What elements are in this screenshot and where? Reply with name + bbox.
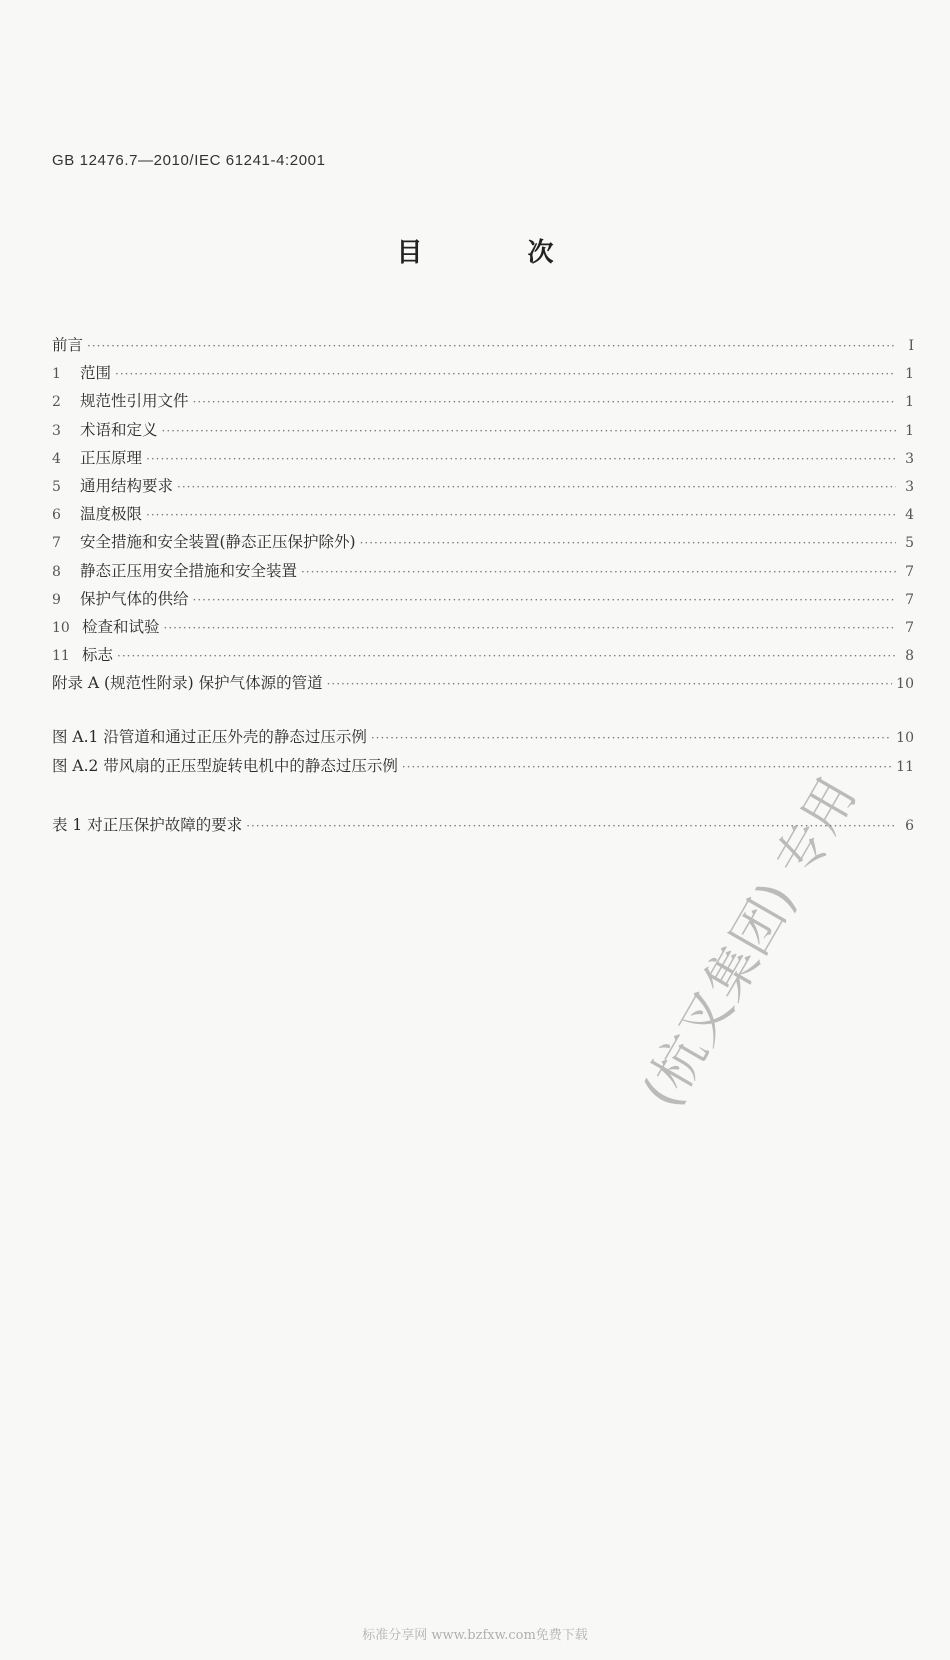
toc-entry-label: 检查和试验	[82, 617, 160, 636]
toc-entry-page: 11	[896, 758, 914, 775]
toc-entry-label: 正压原理	[80, 448, 143, 467]
dot-leader	[162, 424, 896, 438]
page-title: 目 次	[396, 238, 602, 268]
dot-leader	[327, 677, 893, 691]
toc-entry-3[interactable]	[52, 418, 914, 446]
toc-entry-label: 前言	[52, 336, 84, 354]
toc-entry-page: 10	[896, 730, 914, 747]
dot-leader	[146, 508, 896, 522]
toc-entry-number: 4	[52, 450, 61, 467]
toc-entry-number: 5	[52, 478, 61, 495]
toc-entry-page: 5	[905, 535, 914, 552]
dot-leader	[115, 367, 896, 381]
toc-entry-8[interactable]	[52, 559, 914, 587]
toc-entry-number: 11	[52, 648, 70, 665]
toc-entry-5[interactable]	[52, 474, 914, 502]
ownership-stamp: (杭叉集团) 专用	[631, 767, 869, 1118]
toc-entry-number: 1	[52, 366, 61, 383]
toc-entry-number: 2	[52, 394, 61, 411]
toc-entry-page: 1	[905, 366, 914, 383]
dot-leader	[371, 731, 892, 745]
toc-entry-page: 1	[905, 422, 914, 439]
toc-entry-label: 安全措施和安全装置(静态正压保护除外)	[80, 533, 356, 552]
toc-entry-number: 8	[52, 563, 61, 580]
dot-leader	[146, 452, 896, 466]
toc-entry-label: 规范性引用文件	[80, 392, 189, 411]
toc-entry-label: 范围	[80, 364, 112, 383]
dot-leader	[360, 536, 896, 550]
toc-entry-label: 图 A.2 带风扇的正压型旋转电机中的静态过压示例	[52, 756, 398, 775]
toc-figure-a1[interactable]	[52, 725, 914, 753]
toc-entry-number: 10	[52, 619, 70, 636]
dot-leader	[193, 593, 896, 607]
dot-leader	[117, 649, 896, 663]
standard-number: GB 12476.7—2010/IEC 61241-4:2001	[52, 152, 326, 169]
toc-entry-page: 6	[905, 817, 914, 834]
toc-entry-label: 术语和定义	[80, 420, 158, 439]
toc-entry-page: 7	[905, 563, 914, 580]
dot-leader	[87, 339, 896, 353]
toc-entry-page: 3	[905, 450, 914, 467]
toc-entry-page: 7	[905, 591, 914, 608]
toc-entry-page: 4	[905, 507, 914, 524]
toc-entry-label: 表 1 对正压保护故障的要求	[52, 815, 243, 834]
toc-entry-number: 6	[52, 507, 61, 524]
footer-watermark: 标准分享网 www.bzfxw.com免费下载	[362, 1628, 588, 1643]
dot-leader	[301, 565, 896, 579]
toc-entry-page: 7	[905, 619, 914, 636]
toc-entry-number: 3	[52, 422, 61, 439]
toc-entry-number: 9	[52, 591, 61, 608]
toc-entry-4[interactable]	[52, 446, 914, 474]
toc-entry-label: 标志	[82, 646, 114, 665]
toc-entry-11[interactable]	[52, 643, 914, 671]
toc-entry-annex-a[interactable]	[52, 671, 914, 699]
dot-leader	[177, 480, 896, 494]
toc-entry-page: 10	[896, 676, 914, 693]
toc-entry-9[interactable]	[52, 587, 914, 615]
toc-entry-label: 保护气体的供给	[80, 589, 189, 608]
dot-leader	[193, 395, 896, 409]
toc-entry-10[interactable]	[52, 615, 914, 643]
toc-entry-page: Ⅰ	[908, 338, 914, 354]
toc-entry-2[interactable]	[52, 389, 914, 417]
toc-entry-6[interactable]	[52, 502, 914, 530]
dot-leader	[164, 621, 896, 635]
toc-entry-1[interactable]	[52, 361, 914, 389]
toc-entry-label: 图 A.1 沿管道和通过正压外壳的静态过压示例	[52, 728, 367, 747]
toc-entry-number: 7	[52, 535, 61, 552]
toc-entry-label: 通用结构要求	[80, 476, 174, 495]
toc-entry-page: 1	[905, 394, 914, 411]
toc-entry-7[interactable]	[52, 530, 914, 558]
toc-entry-page: 3	[905, 478, 914, 495]
table-of-contents	[52, 333, 914, 841]
toc-entry-label: 温度极限	[80, 505, 143, 524]
toc-entry-label: 静态正压用安全措施和安全装置	[80, 561, 298, 580]
toc-entry-label: 附录 A (规范性附录) 保护气体源的管道	[52, 674, 323, 693]
toc-entry-foreword[interactable]	[52, 333, 914, 361]
toc-entry-page: 8	[905, 648, 914, 665]
